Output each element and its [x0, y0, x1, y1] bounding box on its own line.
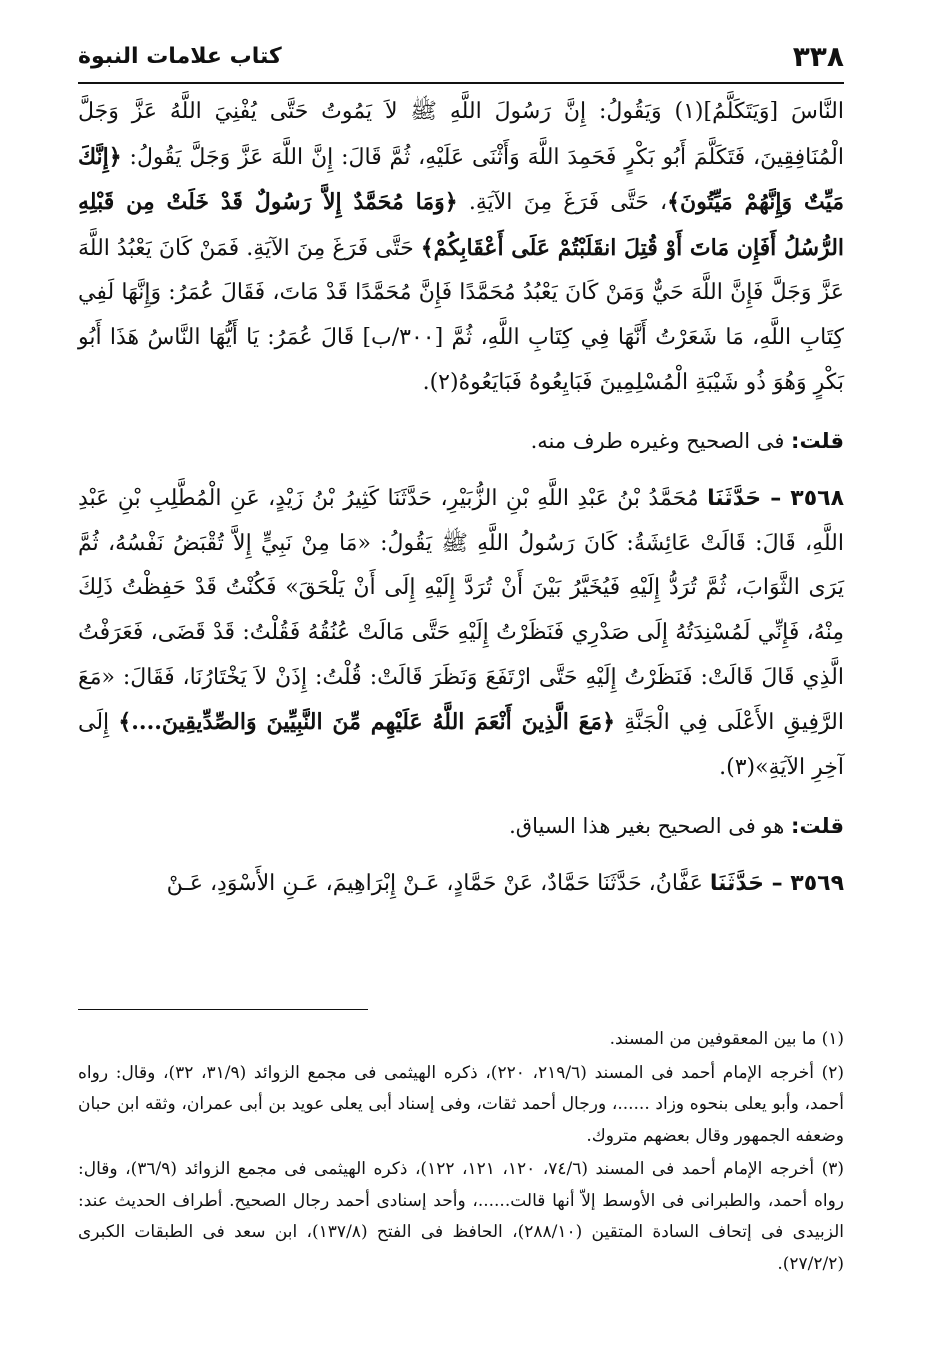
- footnotes: [78, 1024, 844, 1282]
- footnote: (٢) أخرجه الإمام أحمد فى المسند (٢١٩/٦، ٢٢٠)، ذكره الهيثمى فى مجمع الزوائد (٣١/٩، ٣٢)، وقال: رواه أحمد، وأبو يعلى بنحوه وزاد ......، ورجال أحمد ثقات، وفى إسناد أبى يعلى عويد بن أبى عمران، وثقه ابن حبان وضعفه الجمهور وقال بعضهم متروك.: [78, 1062, 845, 1146]
- text-segment: مُحَمَّدُ بْنُ عَبْدِ اللَّهِ بْنِ الزُّبَيْرِ، حَدَّثَنَا كَثِيرُ بْنُ زَيْدٍ، عَنِ الْمُطَّلِبِ بْنِ عَبْدِ اللَّهِ، قَالَ: قَالَتْ عَائِشَةُ: كَانَ رَسُولُ اللَّهِ ﷺ يَقُولُ: «مَا مِنْ نَبِيٍّ إِلاَّ تُقْبَضُ نَفْسُهُ، ثُمَّ يَرَى الثَّوَابَ، ثُمَّ تُرَدُّ إِلَيْهِ فَيُخَيَّرُ بَيْنَ أَنْ تُرَدَّ إِلَيْهِ إِلَى أَنْ يَلْحَقَ» فَكُنْتُ قَدْ حَفِظْتُ ذَلِكَ مِنْهُ، فَإِنِّي لَمُسْنِدَتُهُ إِلَى صَدْرِي فَنَظَرْتُ إِلَيْهِ حَتَّى مَالَتْ عُنُقُهُ فَقُلْتُ: قَدْ قَضَى، فَعَرَفْتُ الَّذِي قَالَ قَالَتْ: فَنَظَرْتُ إِلَيْهِ حَتَّى ارْتَفَعَ وَنَظَرَ قَالَتْ: قُلْتُ: إِذَنْ لاَ يَخْتَارُنَا، فَقَالَ: «مَعَ الرَّفِيقِ الأَعْلَى فِي الْجَنَّةِ: [78, 486, 845, 736]
- hadith-continuation: [78, 90, 844, 405]
- quran-verse: ﴿وَمَا مُحَمَّدٌ إِلاَّ رَسُولٌ قَدْ خَلَتْ مِن قَبْلِهِ الرُّسُلُ أَفَإِن مَاتَ أَوْ قُتِلَ انقَلَبْتُمْ عَلَى أَعْقَابِكُمْ﴾: [78, 189, 845, 261]
- comment-label: قلت:: [791, 429, 844, 454]
- footnote: (٣) أخرجه الإمام أحمد فى المسند (٧٤/٦، ١٢٠، ١٢١، ١٢٢)، ذكره الهيثمى فى مجمع الزوائد (٣٦/٩)، وقال: رواه أحمد، والطبرانى فى الأوسط إلاّ أنها قالت......، وأحد إسنادى أحمد رجال الصحيح. أطراف الحديث عند: الزبيدى فى إتحاف السادة المتقين (٢٨٨/١٠)، الحافظ فى الفتح (١٣٧/٨)، ابن سعد فى الطبقات الكبرى (٢٧/٢/٢).: [78, 1159, 845, 1274]
- comment-text: هو فى الصحيح بغير هذا السياق.: [509, 814, 785, 839]
- main-text: [78, 90, 844, 907]
- page-number: ٣٣٨: [792, 40, 844, 73]
- author-comment: [78, 419, 844, 463]
- footnote: (١) ما بين المعقوفين من المسند.: [609, 1029, 844, 1049]
- author-comment: [78, 804, 844, 848]
- page-header: [78, 38, 844, 84]
- running-title: كتاب علامات النبوة: [78, 44, 282, 69]
- quran-verse: ﴿إِنَّكَ مَيِّتٌ وَإِنَّهُمْ مَيِّتُونَ﴾: [78, 143, 845, 216]
- quran-verse: ﴿مَعَ الَّذِينَ أَنْعَمَ اللَّهُ عَلَيْهِم مِّنَ النَّبِيِّينَ وَالصِّدِّيقِينَ....﴾: [118, 709, 616, 736]
- footnote-divider: [78, 1009, 368, 1010]
- comment-text: فى الصحيح وغيره طرف منه.: [530, 429, 785, 454]
- hadith-3568: [78, 477, 844, 790]
- hadith-number: ٣٥٦٩ – حَدَّثَنَا: [709, 871, 844, 897]
- comment-label: قلت:: [791, 814, 844, 839]
- text-segment: إِلَى آخِرِ الآيَةِ»(٣).: [78, 710, 844, 780]
- hadith-3569: [78, 862, 844, 907]
- text-segment: النَّاسَ [وَيَتَكَلَّمُ](١) وَيَقُولُ: إِنَّ رَسُولَ اللَّهِ ﷺ لاَ يَمُوتُ حَتَّى يُفْنِيَ اللَّهُ عَزَّ وَجَلَّ الْمُنَافِقِينَ، فَتَكَلَّمَ أَبُو بَكْرٍ فَحَمِدَ اللَّهَ وَأَثْنَى عَلَيْهِ، ثُمَّ قَالَ: إِنَّ اللَّهَ عَزَّ وَجَلَّ يَقُولُ:: [78, 99, 844, 170]
- text-segment: عَفَّانُ، حَدَّثَنَا حَمَّادٌ، عَنْ حَمَّادٍ، عَـنْ إِبْرَاهِيمَ، عَـنِ الأَسْوَدِ، عَـنْ: [166, 871, 703, 897]
- book-page: [78, 38, 844, 1338]
- hadith-number: ٣٥٦٨ – حَدَّثَنَا: [707, 486, 844, 512]
- text-segment: حَتَّى فَرَغَ مِنَ الآيَةِ. فَمَنْ كَانَ يَعْبُدُ اللَّهَ عَزَّ وَجَلَّ فَإِنَّ اللَّهَ حَيٌّ وَمَنْ كَانَ يَعْبُدُ مُحَمَّدًا فَإِنَّ مُحَمَّدًا قَدْ مَاتَ، فَقَالَ عُمَرُ: وَإِنَّهَا لَفِي كِتَابِ اللَّهِ، مَا شَعَرْتُ أَنَّهَا فِي كِتَابِ اللَّهِ، ثُمَّ [٣٠٠/ب] قَالَ عُمَرُ: يَا أَيُّهَا النَّاسُ هَذَا أَبُو بَكْرٍ وَهُوَ ذُو شَيْبَةِ الْمُسْلِمِينَ فَبَايِعُوهُ فَبَايَعُوهُ(٢).: [78, 235, 844, 395]
- text-segment: ، حَتَّى فَرَغَ مِنَ الآيَةِ.: [468, 190, 668, 216]
